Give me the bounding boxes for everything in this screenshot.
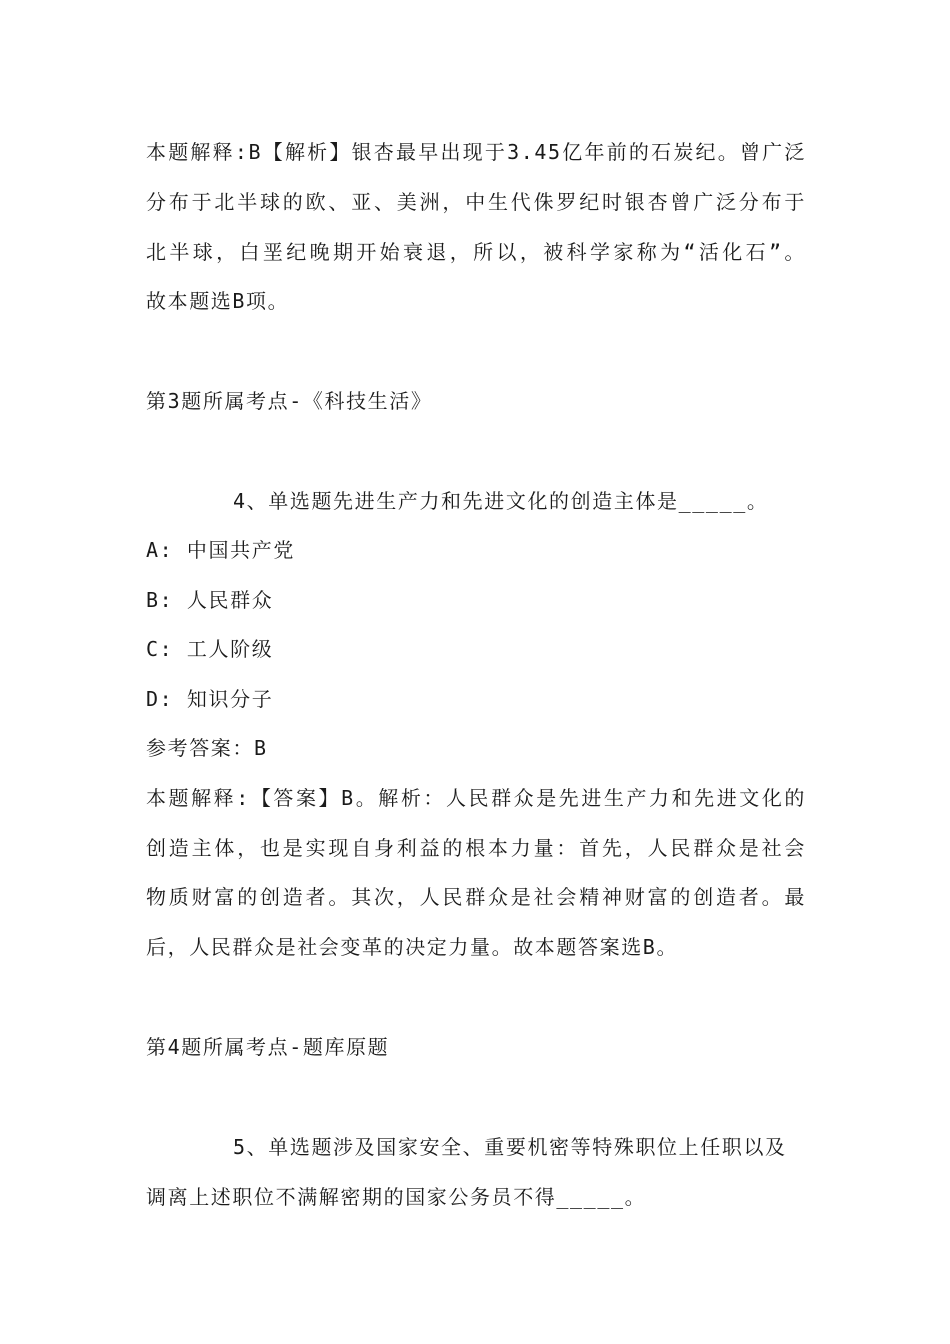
q4-explanation-line-3: 物质财富的创造者。其次，人民群众是社会精神财富的创造者。最 bbox=[146, 885, 806, 909]
q4-option-c: C: 工人阶级 bbox=[146, 637, 274, 661]
q4-explanation-line-2: 创造主体，也是实现自身利益的根本力量：首先，人民群众是社会 bbox=[146, 836, 806, 860]
q4-option-d: D: 知识分子 bbox=[146, 687, 274, 711]
q5-question-line-2: 调离上述职位不满解密期的国家公务员不得_____。 bbox=[146, 1185, 647, 1209]
q3-explanation-line-4: 故本题选B项。 bbox=[146, 289, 290, 313]
q4-question: 4、单选题先进生产力和先进文化的创造主体是_____。 bbox=[233, 489, 769, 513]
q4-topic: 第4题所属考点-题库原题 bbox=[146, 1035, 390, 1059]
q3-explanation-line-3: 北半球，白垩纪晚期开始衰退，所以，被科学家称为“活化石”。 bbox=[146, 240, 806, 264]
q4-explanation-line-4: 后，人民群众是社会变革的决定力量。故本题答案选B。 bbox=[146, 935, 679, 959]
q5-question-line-1: 5、单选题涉及国家安全、重要机密等特殊职位上任职以及 bbox=[233, 1135, 787, 1159]
q4-option-a: A: 中国共产党 bbox=[146, 538, 295, 562]
q4-explanation-line-1: 本题解释:【答案】B。解析：人民群众是先进生产力和先进文化的 bbox=[146, 786, 806, 810]
q4-answer: 参考答案：B bbox=[146, 736, 268, 760]
q3-explanation-line-1: 本题解释:B【解析】银杏最早出现于3.45亿年前的石炭纪。曾广泛 bbox=[146, 140, 806, 164]
q3-explanation-line-2: 分布于北半球的欧、亚、美洲，中生代侏罗纪时银杏曾广泛分布于 bbox=[146, 190, 806, 214]
q3-topic: 第3题所属考点-《科技生活》 bbox=[146, 389, 433, 413]
q4-option-b: B: 人民群众 bbox=[146, 588, 274, 612]
